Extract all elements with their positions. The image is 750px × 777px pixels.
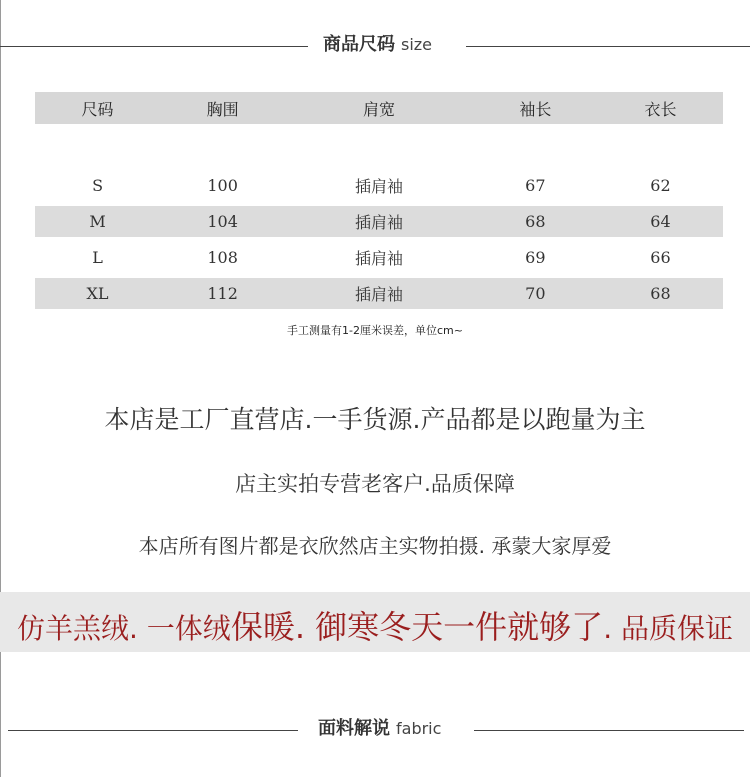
- cell-shoulder: 插肩袖: [354, 249, 403, 268]
- cell-length: 64: [598, 206, 723, 237]
- fabric-rule-left: [8, 730, 298, 731]
- table-row: [35, 165, 723, 206]
- header-length: 衣长: [598, 92, 723, 124]
- cell-sleeve: 70: [473, 278, 598, 309]
- promo-banner-text: [0, 602, 750, 648]
- table-row: [35, 278, 723, 309]
- header-rule-left: [0, 46, 308, 47]
- cell-size: XL: [35, 278, 160, 309]
- header-chest: 胸围: [160, 92, 285, 124]
- size-section-header: [0, 30, 750, 60]
- size-section-title: [323, 30, 432, 56]
- header-rule-right: [466, 46, 750, 47]
- banner-part-3: . 御寒冬天一件就够了: [294, 608, 604, 646]
- cell-size: M: [35, 206, 160, 237]
- fabric-title-cn: 面料解说: [318, 718, 390, 739]
- cell-chest: 100: [207, 176, 238, 195]
- photo-statement: 本店所有图片都是衣欣然店主实物拍摄. 承蒙大家厚爱: [138, 534, 612, 558]
- cell-size: L: [92, 248, 103, 267]
- header-shoulder: 肩宽: [285, 92, 473, 124]
- table-row: [35, 237, 723, 278]
- cell-sleeve: 68: [473, 206, 598, 237]
- cell-chest: 108: [207, 248, 238, 267]
- measurement-note: 手工测量有1-2厘米误差，单位cm~: [287, 324, 463, 337]
- banner-part-1: 仿羊羔绒. 一体绒: [17, 612, 231, 645]
- banner-part-4: . 品质保证: [603, 612, 733, 645]
- table-header-row: [35, 92, 723, 124]
- factory-statement: 本店是工厂直营店.一手货源.产品都是以跑量为主: [104, 405, 646, 434]
- page-left-border: [0, 0, 1, 777]
- cell-length: 62: [650, 176, 671, 195]
- fabric-rule-right: [474, 730, 744, 731]
- cell-shoulder: 插肩袖: [285, 206, 473, 237]
- quality-statement: 店主实拍专营老客户.品质保障: [235, 472, 515, 496]
- fabric-title-en: fabric: [396, 719, 442, 738]
- cell-shoulder: 插肩袖: [354, 177, 403, 196]
- cell-shoulder: 插肩袖: [285, 278, 473, 309]
- size-title-en: size: [401, 35, 433, 54]
- cell-chest: 104: [160, 206, 285, 237]
- cell-size: S: [92, 176, 104, 195]
- cell-length: 68: [598, 278, 723, 309]
- fabric-section-header: [0, 714, 750, 744]
- banner-part-2: 保暖: [230, 608, 295, 646]
- promo-banner: [0, 592, 750, 652]
- size-table: [35, 92, 723, 309]
- fabric-section-title: [318, 714, 441, 740]
- cell-sleeve: 67: [525, 176, 546, 195]
- size-title-cn: 商品尺码: [323, 34, 395, 55]
- cell-chest: 112: [160, 278, 285, 309]
- header-sleeve: 袖长: [473, 92, 598, 124]
- table-row: [35, 206, 723, 237]
- cell-length: 66: [650, 248, 671, 267]
- cell-sleeve: 69: [525, 248, 546, 267]
- header-size: 尺码: [35, 92, 160, 124]
